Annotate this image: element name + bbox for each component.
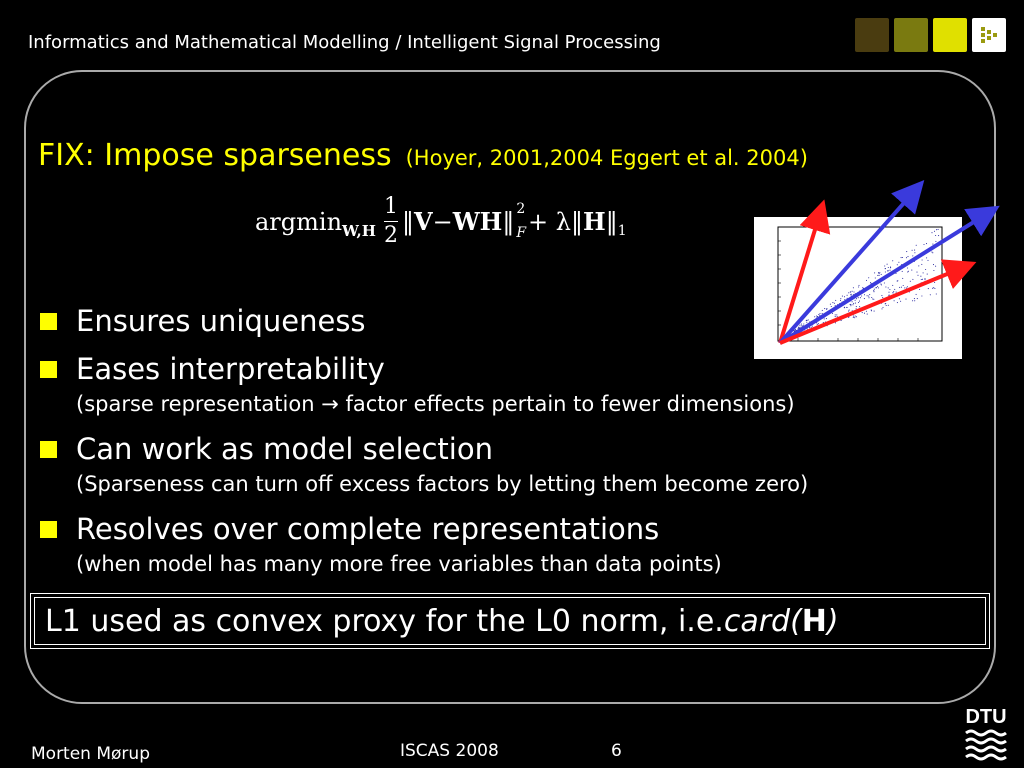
conclusion-H: H [801,603,827,639]
formula-sub-1: 1 [617,222,627,239]
footer-page-number: 6 [611,741,622,761]
conclusion-close: ) [826,603,839,639]
conclusion-card: card( [723,603,802,639]
conclusion-box [30,593,990,649]
red-arrow-2 [780,265,969,343]
formula-H: H [583,207,606,236]
formula-plus-lambda: + λ [528,207,571,236]
bullet-square-icon [40,521,57,538]
bullet-square-icon [40,361,57,378]
formula-argmin: argmin [255,207,343,236]
formula-V: V [413,207,433,236]
bullet-square-icon [40,441,57,458]
formula-norm-left: ‖ [401,207,414,236]
header-title: Informatics and Mathematical Modelling / Intelligent Signal Processing [28,32,661,53]
formula-frac-num: 1 [384,196,398,222]
bullet-subtext: (sparse representation → factor effects pertain to fewer dimensions) [76,392,795,416]
formula-minus: − [432,207,453,236]
bullet-subtext: (Sparseness can turn off excess factors by letting them become zero) [76,472,809,496]
bullet-text: Eases interpretability [76,352,385,386]
dtu-logo-text: DTU [965,706,1007,728]
bullet-text: Can work as model selection [76,432,493,466]
dtu-logo-waves [966,731,1006,759]
formula-norm-h-left: ‖ [571,207,583,236]
slide-title-main: FIX: Impose sparseness [38,138,392,173]
formula-sub-F: F [516,224,527,241]
formula-WH: WH [452,207,503,236]
bullet-text: Ensures uniqueness [76,304,366,338]
conclusion-text [34,597,986,645]
bullet-text: Resolves over complete representations [76,512,660,546]
formula-norm-right: ‖ [502,207,515,236]
slide-title-citation: (Hoyer, 2001,2004 Eggert et al. 2004) [405,146,808,170]
formula-argmin-sub: W,H [342,221,376,240]
footer-author: Morten Mørup [31,744,150,764]
bullet-subtext: (when model has many more free variables than data points) [76,552,722,576]
blue-arrow-2 [780,210,993,343]
formula-sup-2: 2 [516,201,526,218]
formula-norm-h-right: ‖ [605,207,618,236]
dtu-logo-icon [962,703,1010,765]
bullet-square-icon [40,313,57,330]
formula-frac-den: 2 [383,223,398,248]
blue-arrow-1 [780,186,919,343]
footer-conference: ISCAS 2008 [400,741,499,761]
conclusion-prefix: L1 used as convex proxy for the L0 norm, i.e. [45,603,724,639]
